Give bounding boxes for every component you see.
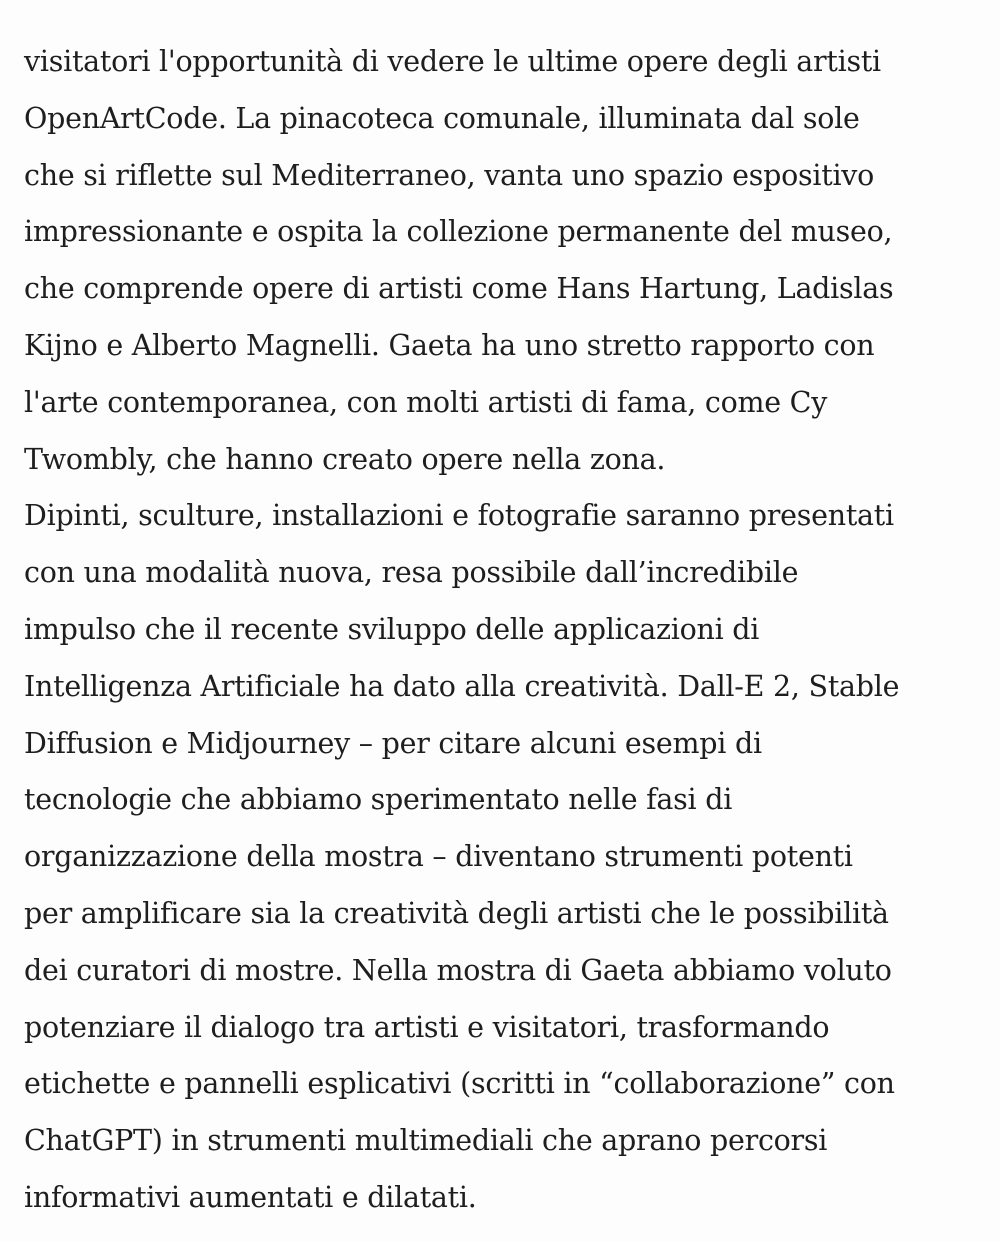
text-line: etichette e pannelli esplicativi (scritti in “collaborazione” con: [24, 1067, 895, 1101]
text-line: Kijno e Alberto Magnelli. Gaeta ha uno stretto rapporto con: [24, 328, 875, 362]
text-line: che si riflette sul Mediterraneo, vanta uno spazio espositivo: [24, 158, 875, 192]
paragraph-2: [24, 488, 974, 1226]
text-line: informativi aumentati e dilatati.: [24, 1180, 477, 1214]
text-line: Diffusion e Midjourney – per citare alcuni esempi di: [24, 726, 762, 760]
text-line: potenziare il dialogo tra artisti e visitatori, trasformando: [24, 1010, 830, 1044]
body-text: [24, 34, 974, 1227]
text-line: ChatGPT) in strumenti multimediali che aprano percorsi: [24, 1124, 828, 1158]
text-line: che comprende opere di artisti come Hans Hartung, Ladislas: [24, 272, 894, 306]
text-line: con una modalità nuova, resa possibile dall’incredibile: [24, 556, 799, 590]
text-line: tecnologie che abbiamo sperimentato nelle fasi di: [24, 783, 733, 817]
text-line: OpenArtCode. La pinacoteca comunale, illuminata dal sole: [24, 101, 860, 135]
text-line: Twombly, che hanno creato opere nella zona.: [24, 442, 666, 476]
text-line: Dipinti, sculture, installazioni e fotografie saranno presentati: [24, 499, 894, 533]
text-line: l'arte contemporanea, con molti artisti di fama, come Cy: [24, 385, 828, 419]
text-line: impressionante e ospita la collezione permanente del museo,: [24, 215, 893, 249]
text-line: organizzazione della mostra – diventano strumenti potenti: [24, 840, 853, 874]
text-line: impulso che il recente sviluppo delle applicazioni di: [24, 612, 760, 646]
text-line: per amplificare sia la creatività degli artisti che le possibilità: [24, 896, 889, 930]
text-line: visitatori l'opportunità di vedere le ultime opere degli artisti: [24, 45, 881, 78]
paragraph-1: [24, 34, 974, 488]
text-line: dei curatori di mostre. Nella mostra di Gaeta abbiamo voluto: [24, 953, 892, 987]
text-line: Intelligenza Artificiale ha dato alla creatività. Dall-E 2, Stable: [24, 669, 900, 703]
